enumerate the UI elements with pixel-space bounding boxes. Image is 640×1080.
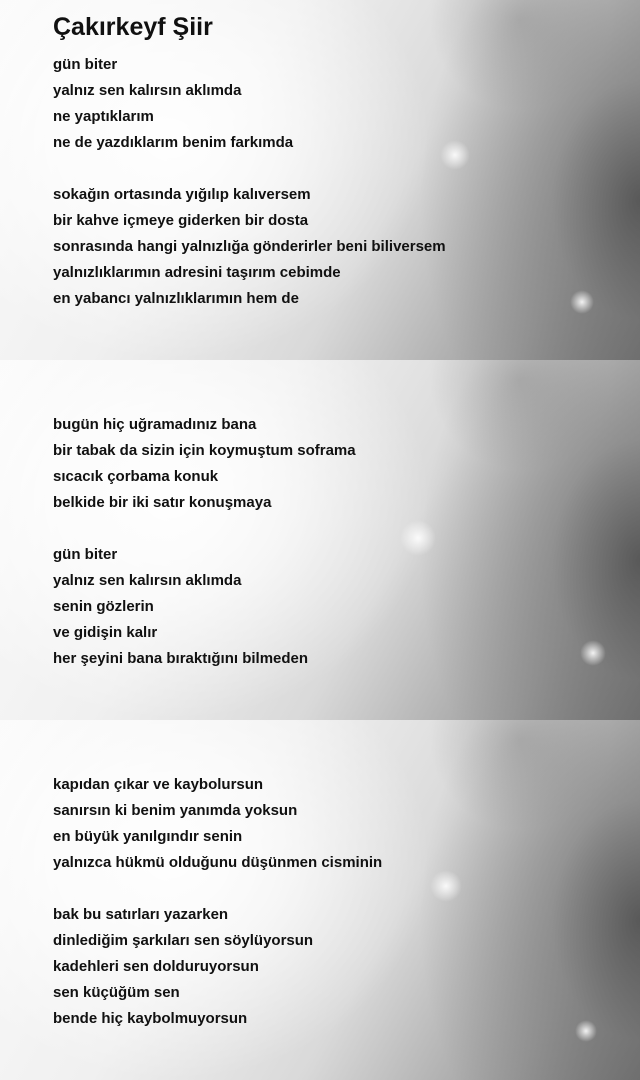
poem-line: ve gidişin kalır — [53, 624, 158, 641]
poem-line: sanırsın ki benim yanımda yoksun — [53, 802, 298, 819]
poem-card-2 — [0, 360, 640, 720]
poem-line: bugün hiç uğramadınız bana — [53, 416, 257, 433]
poem-line: bir tabak da sizin için koymuştum soframa — [53, 442, 356, 459]
poem-line: dinlediğim şarkıları sen söylüyorsun — [53, 932, 314, 949]
poem-line: gün biter — [53, 546, 118, 563]
bokeh-light — [400, 520, 436, 556]
poem-line: kadehleri sen dolduruyorsun — [53, 958, 259, 975]
poem-line: yalnızlıklarımın adresini taşırım cebimde — [53, 264, 341, 281]
poem-line: en yabancı yalnızlıklarımın hem de — [53, 290, 299, 307]
poem-line: gün biter — [53, 56, 118, 73]
poem-line: sonrasında hangi yalnızlığa gönderirler beni biliversem — [53, 238, 446, 255]
poem-line: belkide bir iki satır konuşmaya — [53, 494, 272, 511]
stanza-6 — [53, 902, 313, 1032]
poem-line: senin gözlerin — [53, 598, 154, 615]
stanza-4 — [53, 542, 308, 672]
bokeh-light — [575, 1020, 597, 1042]
poem-line: ne de yazdıklarım benim farkımda — [53, 134, 294, 151]
poem-line: ne yaptıklarım — [53, 108, 154, 125]
poem-card-1 — [0, 0, 640, 360]
poem-line: sıcacık çorbama konuk — [53, 468, 219, 485]
poem-line: yalnız sen kalırsın aklımda — [53, 82, 242, 99]
poem-line: bende hiç kaybolmuyorsun — [53, 1010, 248, 1027]
poem-title: Çakırkeyf Şiir — [53, 13, 213, 41]
poem-line: yalnızca hükmü olduğunu düşünmen cisminin — [53, 854, 383, 871]
poem-line: her şeyini bana bıraktığını bilmeden — [53, 650, 309, 667]
poem-line: sokağın ortasında yığılıp kalıversem — [53, 186, 311, 203]
poem-line: kapıdan çıkar ve kaybolursun — [53, 776, 264, 793]
poem-line: sen küçüğüm sen — [53, 984, 180, 1001]
stanza-5 — [53, 772, 382, 876]
poem-line: yalnız sen kalırsın aklımda — [53, 572, 242, 589]
bokeh-light — [580, 640, 606, 666]
stanza-2 — [53, 182, 446, 312]
poem-card-3 — [0, 720, 640, 1080]
bokeh-light — [570, 290, 594, 314]
stanza-1 — [53, 52, 293, 156]
poem-line: en büyük yanılgındır senin — [53, 828, 243, 845]
bokeh-light — [440, 140, 470, 170]
stanza-3 — [53, 412, 356, 516]
poem-line: bir kahve içmeye giderken bir dosta — [53, 212, 309, 229]
poem-line: bak bu satırları yazarken — [53, 906, 229, 923]
bokeh-light — [430, 870, 462, 902]
